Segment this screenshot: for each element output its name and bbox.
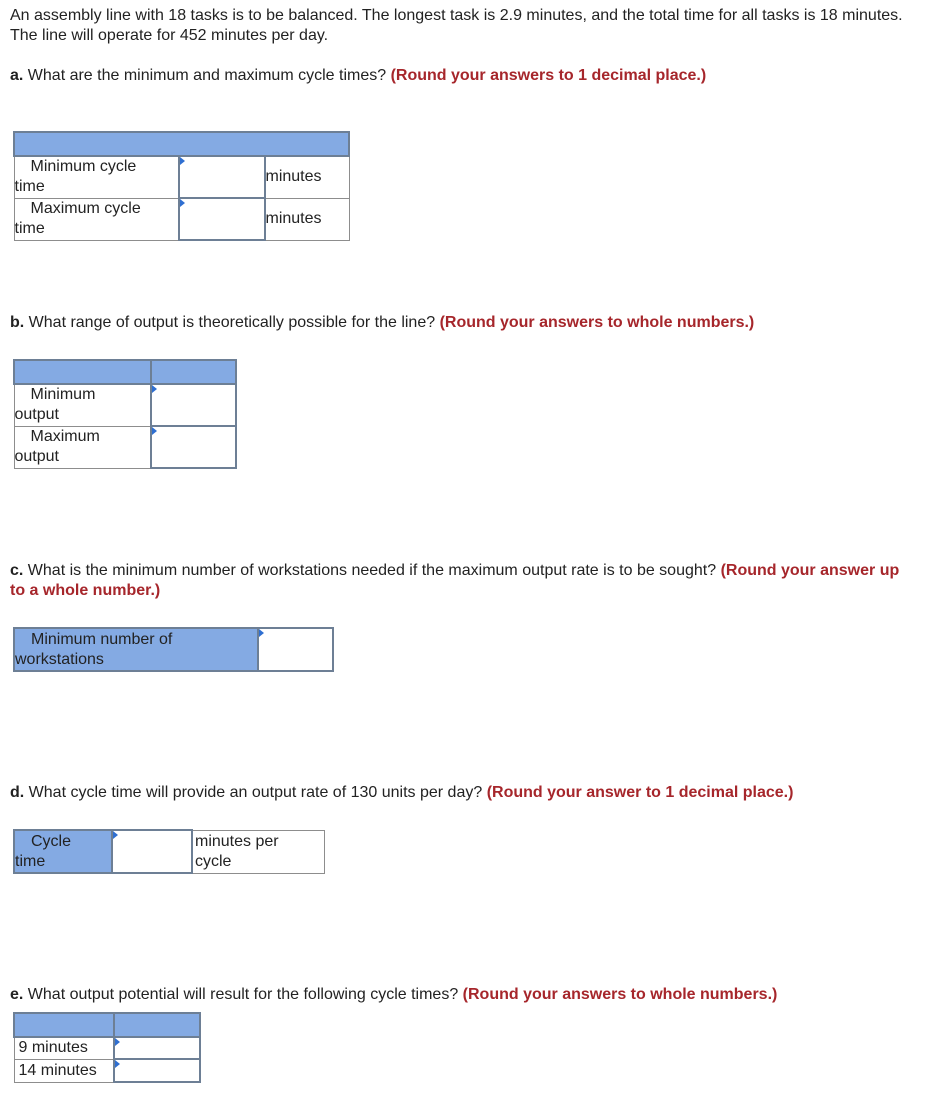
answer-marker-icon [180,199,185,207]
min-cycle-time-unit: minutes [265,156,350,198]
table-row [14,198,349,240]
question-e-instruction: (Round your answers to whole numbers.) [462,986,778,1003]
answer-table-e [13,1012,201,1083]
table-row [14,384,236,426]
question-b-text: What range of output is theoretically possible for the line? [24,314,440,331]
min-cycle-time-cell [179,156,265,198]
cycle-14-cell [114,1059,200,1082]
max-output-cell [151,426,236,468]
question-b-instruction: (Round your answers to whole numbers.) [439,314,755,331]
question-b [10,313,754,333]
max-output-input[interactable] [152,438,235,455]
answer-table-a [13,131,350,241]
cycle-time-input[interactable] [113,843,191,860]
cycle-time-cell [112,830,192,873]
answer-marker-icon [259,629,264,637]
question-b-letter: b. [10,314,25,331]
output-9-minutes-input[interactable] [115,1039,199,1056]
question-e-letter: e. [10,986,24,1003]
answer-marker-icon [180,157,185,165]
question-a-instruction: (Round your answers to 1 decimal place.) [390,67,707,84]
question-d-text: What cycle time will provide an output rate of 130 units per day? [24,784,487,801]
question-a [10,66,706,86]
answer-marker-icon [115,1060,120,1068]
output-14-minutes-input[interactable] [115,1062,199,1079]
question-e-text: What output potential will result for the following cycle times? [23,986,463,1003]
question-c [10,561,915,601]
table-row [14,156,349,198]
cycle-9-cell [114,1037,200,1059]
min-output-input[interactable] [152,396,235,413]
problem-intro: An assembly line with 18 tasks is to be balanced. The longest task is 2.9 minutes, and the total time for all tasks is 18 minutes. The line will operate for 452 minutes per day. [10,7,903,44]
answer-table-c [13,627,334,672]
min-workstations-label: Minimum number of workstations [14,628,258,671]
max-cycle-time-cell [179,198,265,240]
table-b-header-value [151,360,236,384]
question-a-text: What are the minimum and maximum cycle times? [23,67,391,84]
answer-marker-icon [113,831,118,839]
max-cycle-time-unit: minutes [265,198,350,240]
question-d-instruction: (Round your answer to 1 decimal place.) [486,784,794,801]
question-c-letter: c. [10,562,24,579]
min-cycle-time-input[interactable] [180,168,264,185]
max-output-label: Maximum output [14,426,151,468]
answer-table-b [13,359,237,469]
answer-marker-icon [115,1038,120,1046]
table-e-header-value [114,1013,200,1037]
table-b-header-label [14,360,151,384]
question-a-letter: a. [10,67,24,84]
table-row [14,426,236,468]
table-a-header [14,132,349,156]
answer-marker-icon [152,427,157,435]
question-c-text: What is the minimum number of workstations needed if the maximum output rate is to be sought? [23,562,721,579]
min-output-cell [151,384,236,426]
max-cycle-time-input[interactable] [180,210,264,227]
cycle-14-label: 14 minutes [14,1059,114,1082]
min-cycle-time-label: Minimum cycle time [14,156,179,198]
table-row [14,628,333,671]
min-output-label: Minimum output [14,384,151,426]
cycle-9-label: 9 minutes [14,1037,114,1059]
question-d [10,783,793,803]
question-e [10,985,777,1005]
cycle-time-label: Cycle time [14,830,112,873]
answer-marker-icon [152,385,157,393]
table-row [14,1059,200,1082]
question-c-instruction: (Round your answer up to a whole number.) [10,562,900,599]
answer-table-d [13,829,325,874]
min-workstations-input[interactable] [259,641,332,658]
table-row [14,830,325,873]
table-e-header-label [14,1013,114,1037]
min-workstations-cell [258,628,333,671]
question-d-letter: d. [10,784,25,801]
cycle-time-unit: minutes per cycle [192,830,325,873]
table-row [14,1037,200,1059]
max-cycle-time-label: Maximum cycle time [14,198,179,240]
